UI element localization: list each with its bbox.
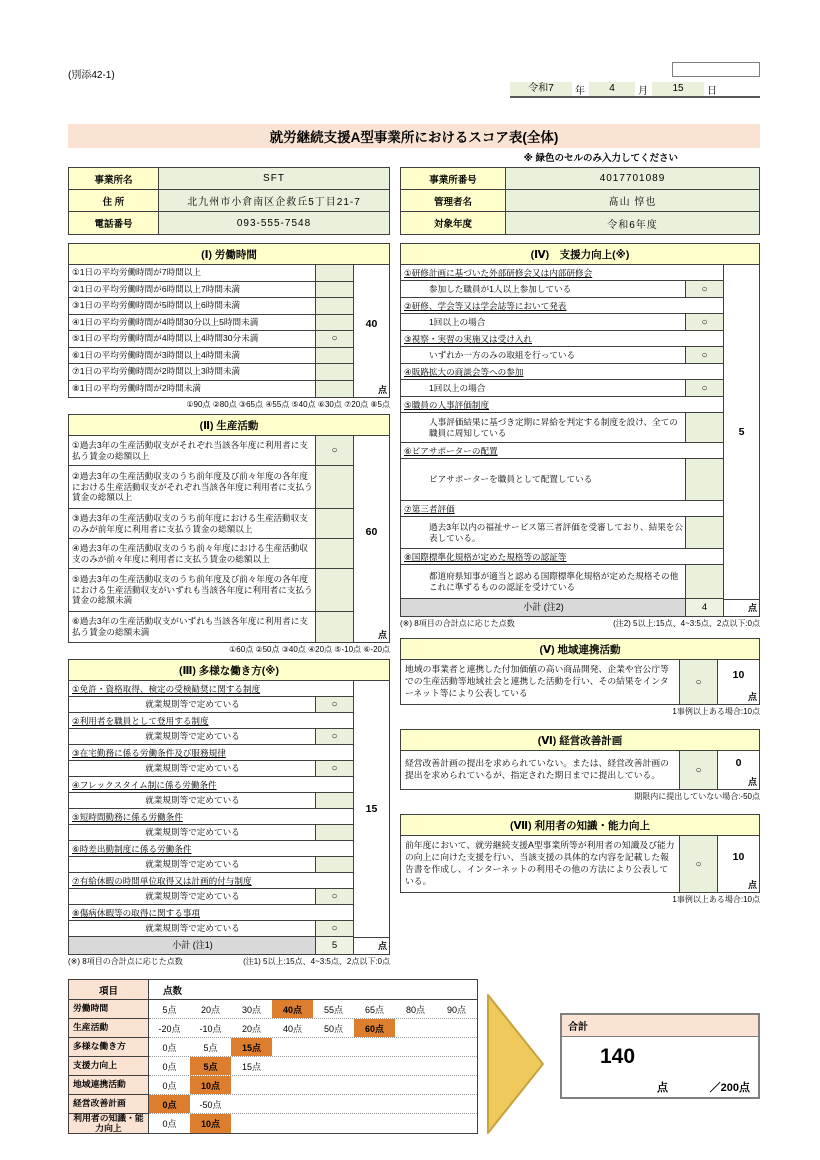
section-footnote: 1事例以上ある場合:10点 [672,707,760,716]
info-row [401,212,759,234]
summary-row-label: 労働時間 [69,1000,149,1019]
check-cell[interactable] [315,265,353,281]
check-cell[interactable] [315,793,353,808]
criteria-text: ⑦1日の平均労働時間が2時間以上3時間未満 [72,366,241,377]
criteria-heading [69,777,353,793]
section-title: (Ⅰ) 労働時間 [69,244,389,265]
summary-col-header: 項目 [69,980,149,999]
score-unit: 点 [747,777,757,787]
check-cell[interactable] [685,565,723,598]
criteria-heading [69,905,353,921]
criteria-heading-text: ①研修計画に基づいた外部研修会又は内部研修会 [404,268,593,278]
summary-cell: 5点 [203,1042,218,1053]
summary-cell: 90点 [446,1004,466,1015]
check-cell[interactable]: ○ [679,836,717,892]
score-unit: 点 [724,599,759,616]
info-value-cell[interactable]: 093-555-7548 [159,212,389,234]
summary-cell: -50点 [199,1099,222,1110]
section-score: 60 [365,526,378,538]
criteria-row [69,436,353,466]
subtotal-label: 小計 (注1) [69,937,315,954]
total-box [560,1013,760,1099]
summary-cell-selected: 15点 [231,1038,272,1056]
section-score: 15 [365,803,378,815]
check-cell[interactable]: ○ [685,314,723,330]
criteria-sub-text: 就業規則等で定めている [145,763,240,774]
criteria-heading-text: ⑦有給休暇の時間単位取得又は計画的付与制度 [72,876,252,886]
summary-row [69,1114,477,1133]
criteria-text: ④過去3年の生産活動収支のうち前々年度における生産活動収支のみが前々年度に利用者に支払う賃金の総額以上 [72,542,308,564]
page-title: 就労継続支援A型事業所におけるスコア表(全体) [68,124,760,148]
section-diverse-work [68,659,390,967]
check-cell[interactable] [315,569,353,611]
criteria-sub-text: 就業規則等で定めている [145,827,240,838]
section-score: 5 [738,426,745,438]
criteria-row [401,565,723,599]
date-day-label: 日 [707,85,717,97]
criteria-row [69,315,353,332]
criteria-sub-text: 都道府県知事が適当と認める国際標準化規格が定めた規格その他これに準ずるものの認証を受けている [429,570,679,592]
section-footnote: 期限内に提出していない場合:-50点 [634,792,760,801]
check-cell[interactable] [315,509,353,538]
input-note: ※ 緑色のセルのみ入力してください [523,153,678,164]
check-cell[interactable]: ○ [315,697,353,712]
section-title: (Ⅴ) 地域連携活動 [401,639,759,660]
summary-row [69,1000,477,1019]
criteria-row [401,281,723,298]
criteria-row [69,825,353,841]
criteria-heading [69,873,353,889]
criteria-heading-text: ⑧傷病休暇等の取得に関する事項 [72,908,201,918]
criteria-text: ①1日の平均労働時間が7時間以上 [72,267,201,278]
criteria-row [401,314,723,331]
check-cell[interactable] [315,364,353,380]
subtotal-label: 小計 (注2) [401,599,685,616]
subtotal-row [401,599,723,616]
arrow-right-icon [486,993,546,1140]
criteria-heading [69,841,353,857]
criteria-sub-text: 就業規則等で定めている [145,923,240,934]
criteria-row [69,539,353,569]
criteria-row [69,569,353,612]
total-label: 合計 [562,1015,758,1037]
criteria-text: 経営改善計画の提出を求められていない。または、経営改善計画の提出を求められているが、指定された期日までに提出している。 [405,758,669,780]
summary-cell: 0点 [162,1042,177,1053]
criteria-sub-text: 1回以上の場合 [429,316,486,327]
criteria-heading-text: ⑧国際標準化規格が定めた規格等の認証等 [404,552,567,562]
criteria-heading-text: ①免許・資格取得、検定の受検勧奨に関する制度 [72,684,261,694]
check-cell[interactable] [315,282,353,298]
date-era-cell[interactable]: 令和7 [510,82,572,96]
criteria-row [69,282,353,299]
section-footnote: 1事例以上ある場合:10点 [672,895,760,904]
score-column [353,681,389,954]
criteria-sub-text: 就業規則等で定めている [145,731,240,742]
criteria-text: ③1日の平均労働時間が5時間以上6時間未満 [72,300,241,311]
criteria-sub-text: 1回以上の場合 [429,382,486,393]
criteria-text: ⑧1日の平均労働時間が2時間未満 [72,383,201,394]
summary-val-header: 点数 [163,985,183,997]
section-work-hours [68,243,390,410]
criteria-heading [401,549,723,565]
criteria-row [69,697,353,713]
score-unit: 点 [747,692,757,702]
summary-cell: 15点 [241,1061,261,1072]
score-unit: 点 [354,937,389,954]
footnote-right: (注1) 5以上:15点、4~3:5点、2点以下:0点 [243,957,390,966]
criteria-heading-text: ③視察・実習の実施又は受け入れ [404,334,533,344]
info-row [69,190,389,212]
score-column [353,436,389,642]
criteria-text: ⑥1日の平均労働時間が3時間以上4時間未満 [72,349,241,360]
criteria-row [401,380,723,397]
criteria-sub-text: 就業規則等で定めている [145,699,240,710]
summary-row [69,1038,477,1057]
criteria-heading-text: ⑤職員の人事評価制度 [404,400,490,410]
criteria-heading [69,745,353,761]
section-footnote [400,618,760,629]
summary-cell-selected: 60点 [354,1019,395,1037]
office-info-left [68,167,390,235]
section-title: (Ⅲ) 多様な働き方(※) [69,660,389,681]
footnote-left: (※) 8項目の合計点に応じた点数 [400,619,515,628]
section-title: (Ⅳ) 支援力向上(※) [401,244,759,265]
info-label: 事業所番号 [401,168,506,189]
footnote-left: (※) 8項目の合計点に応じた点数 [68,957,183,966]
criteria-text: ②1日の平均労働時間が6時間以上7時間未満 [72,283,241,294]
score-column [717,660,759,704]
criteria-heading-text: ②研修、学会等又は学会誌等において発表 [404,301,567,311]
criteria-heading-text: ②利用者を職員として登用する制度 [72,716,209,726]
info-row [401,168,759,190]
criteria-row [69,298,353,315]
info-value-cell[interactable]: 髙山 惇也 [506,190,759,211]
criteria-row [69,381,353,398]
criteria-row [69,612,353,642]
check-cell[interactable]: ○ [679,660,717,704]
criteria-heading-text: ④フレックスタイム制に係る労働条件 [72,780,217,790]
section-production [68,414,390,655]
check-cell[interactable] [315,857,353,872]
check-cell[interactable] [685,459,723,500]
summary-row [69,1095,477,1114]
criteria-text: 地域の事業者と連携した付加価値の高い商品開発、企業や官公庁等での生産活動等地域社会と連携した活動を行い、その結果をインターネット等により公表している [405,664,669,698]
total-max: ／200点 [709,1082,750,1094]
score-sheet [68,60,760,1140]
criteria-row [69,331,353,348]
total-value: 140 [600,1045,636,1068]
criteria-sub-text: 過去3年以内の福祉サービス第三者評価を受審しており、結果を公表している。 [429,521,683,543]
check-cell[interactable]: ○ [315,436,353,465]
criteria-heading [69,713,353,729]
summary-cell: 0点 [162,1119,177,1130]
info-label: 住 所 [69,190,159,211]
office-info [68,167,760,235]
check-cell[interactable] [315,348,353,364]
criteria-sub-text: ピアサポーターを職員として配置している [429,474,593,485]
section-management-plan [400,729,760,802]
section-title: (Ⅵ) 経営改善計画 [401,730,759,751]
criteria-row [69,348,353,365]
subtotal-value: 4 [685,599,723,616]
summary-row-label: 多様な働き方 [69,1038,149,1057]
check-cell[interactable]: ○ [315,761,353,776]
info-label: 対象年度 [401,212,506,234]
summary-cell: 0点 [162,1080,177,1091]
summary-cell: -10点 [199,1023,222,1034]
summary-cell-selected: 5点 [190,1057,231,1075]
criteria-heading [401,331,723,347]
criteria-row [401,459,723,501]
criteria-heading [401,501,723,517]
criteria-row [69,793,353,809]
criteria-row [69,364,353,381]
check-cell[interactable]: ○ [315,889,353,904]
info-value-cell[interactable]: 4017701089 [506,168,759,189]
summary-cell: 65点 [364,1004,384,1015]
criteria-text: ⑥過去3年の生産活動収支がいずれも当該各年度に利用者に支払う賃金の総額未満 [72,616,308,637]
criteria-heading [401,397,723,413]
date-month-label: 月 [638,85,648,97]
summary-cell: -20点 [158,1023,181,1034]
summary-cell: 55点 [323,1004,343,1015]
criteria-sub-text: 人事評価結果に基づき定期に昇給を判定する制度を設け、全ての職員に周知している [429,416,678,438]
section-table [400,243,760,617]
check-cell[interactable]: ○ [315,331,353,347]
criteria-heading-text: ③在宅勤務に係る労働条件及び服務規律 [72,748,226,758]
score-unit: 点 [747,880,757,890]
criteria-sub-text: いずれか一方のみの取組を行っている [429,349,576,360]
summary-cell: 0点 [162,1061,177,1072]
check-cell[interactable] [315,825,353,840]
section-community [400,638,760,717]
score-column [717,836,759,892]
section-table [68,243,390,398]
summary-cell: 20点 [241,1023,261,1034]
section-footnote [68,956,390,967]
info-value-cell[interactable]: 令和6年度 [506,212,759,234]
criteria-heading [69,681,353,697]
info-value-cell[interactable]: 北九州市小倉南区企救丘5丁目21-7 [159,190,389,211]
summary-header-row [69,980,477,1000]
criteria-heading-text: ⑤短時間勤務に係る労働条件 [72,812,183,822]
check-cell[interactable] [685,413,723,442]
info-row [69,212,389,234]
section-score: 0 [735,757,742,769]
criteria-text: 前年度において、就労継続支援A型事業所等が利用者の知識及び能力の向上に向けた支援を行い、当該支援の具体的な内容を記載した報告書を作成し、インターネットの利用その他の方法により公表している。 [405,840,675,886]
criteria-text: ⑤過去3年の生産活動収支のうち前年度及び前々年度の各年度における生産活動収支がいずれも当該各年度に利用者に支払う賃金の総額未満 [72,573,313,606]
criteria-heading [401,265,723,281]
score-column [723,265,759,616]
check-cell[interactable]: ○ [315,921,353,936]
date-day-cell[interactable]: 15 [652,82,704,96]
section-footnote: ①60点 ②50点 ③40点 ④20点 ⑤-10点 ⑥-20点 [229,645,390,654]
summary-cell: 5点 [162,1004,177,1015]
check-cell[interactable] [315,612,353,642]
subtotal-value: 5 [315,937,353,954]
section-table [400,638,760,705]
summary-cell: 30点 [241,1004,261,1015]
score-unit: 点 [377,385,387,395]
criteria-row [69,729,353,745]
criteria-heading [401,298,723,314]
criteria-row [401,413,723,443]
summary-row [69,1019,477,1038]
criteria-heading-text: ⑦第三者評価 [404,504,455,514]
summary-cell-selected: 40点 [272,1000,313,1018]
check-cell[interactable] [685,517,723,548]
criteria-text: ①過去3年の生産活動収支がそれぞれ当該各年度に利用者に支払う賃金の総額以上 [72,439,308,461]
info-row [401,190,759,212]
summary-band [68,979,760,1140]
criteria-text: ④1日の平均労働時間が4時間30分以上5時間未満 [72,316,259,327]
section-table [68,659,390,955]
score-column [717,751,759,789]
score-unit: 点 [377,630,387,640]
date-month-cell[interactable]: 4 [589,82,635,96]
section-table [400,814,760,893]
check-cell[interactable]: ○ [679,751,717,789]
criteria-sub-text: 就業規則等で定めている [145,859,240,870]
criteria-row [69,265,353,282]
criteria-heading-text: ⑥ピアサポーターの配置 [404,446,498,456]
summary-row-label: 地域連携活動 [69,1076,149,1095]
section-table [68,414,390,643]
subtotal-row [69,937,353,954]
criteria-row [69,889,353,905]
date-year-label: 年 [575,85,585,97]
office-info-right [400,167,760,235]
check-cell[interactable] [315,381,353,398]
info-value-cell[interactable]: SFT [159,168,389,189]
check-cell[interactable]: ○ [315,729,353,744]
summary-cell-selected: 10点 [190,1076,231,1094]
summary-row-label: 利用者の知識・能力向上 [69,1114,149,1133]
summary-cell: 80点 [405,1004,425,1015]
criteria-row [69,509,353,539]
check-cell[interactable]: ○ [685,380,723,396]
section-title: (Ⅱ) 生産活動 [69,415,389,436]
check-cell[interactable] [315,466,353,508]
criteria-text: ⑤1日の平均労働時間が4時間以上4時間30分未満 [72,333,259,344]
check-cell[interactable]: ○ [685,281,723,297]
criteria-heading-text: ⑥時差出勤制度に係る労働条件 [72,844,192,854]
section-score: 40 [365,318,378,330]
summary-row-label: 経営改善計画 [69,1095,149,1114]
summary-cell: 40点 [282,1023,302,1034]
criteria-heading-text: ④販路拡大の商談会等への参加 [404,367,524,377]
score-summary-table [68,979,478,1134]
info-row [69,168,389,190]
criteria-heading [401,364,723,380]
criteria-text: ②過去3年の生産活動収支のうち前年度及び前々年度の各年度における生産活動収支がそれぞれ当該各年度に利用者に支払う賃金の総額以上 [72,470,313,503]
check-cell[interactable] [315,315,353,331]
info-label: 電話番号 [69,212,159,234]
check-cell[interactable]: ○ [685,347,723,363]
doc-ref: (別添42-1) [68,70,115,81]
criteria-heading [69,809,353,825]
section-score: 10 [732,669,745,681]
criteria-heading [401,443,723,459]
info-label: 管理者名 [401,190,506,211]
date-row [510,82,760,98]
criteria-row [69,857,353,873]
criteria-row [69,466,353,509]
section-footnote: ①90点 ②80点 ③65点 ④55点 ⑤40点 ⑥30点 ⑦20点 ⑧5点 [186,400,390,409]
criteria-row [69,921,353,937]
criteria-row [69,761,353,777]
check-cell[interactable] [315,298,353,314]
section-support-improvement [400,243,760,629]
criteria-row [401,347,723,364]
total-unit: 点 [657,1082,668,1094]
summary-row [69,1057,477,1076]
footnote-right: (注2) 5以上:15点、4~3:5点、2点以下:0点 [613,619,760,628]
summary-cell: 50点 [323,1023,343,1034]
criteria-sub-text: 参加した職員が1人以上参加している [429,283,572,294]
summary-cell: 20点 [200,1004,220,1015]
summary-cell-selected: 0点 [149,1095,190,1113]
check-cell[interactable] [315,539,353,568]
section-user-knowledge [400,814,760,905]
summary-row [69,1076,477,1095]
section-score: 10 [732,851,745,863]
summary-row-label: 支援力向上 [69,1057,149,1076]
blank-entry-box[interactable] [672,62,760,77]
criteria-row [401,517,723,549]
score-column [353,265,389,397]
section-title: (Ⅶ) 利用者の知識・能力向上 [401,815,759,836]
criteria-sub-text: 就業規則等で定めている [145,795,240,806]
criteria-sub-text: 就業規則等で定めている [145,891,240,902]
info-label: 事業所名 [69,168,159,189]
section-table [400,729,760,790]
criteria-text: ③過去3年の生産活動収支のうち前年度における生産活動収支のみが前年度に利用者に支払う賃金の総額以上 [72,512,308,534]
summary-cell-selected: 10点 [190,1114,231,1133]
summary-row-label: 生産活動 [69,1019,149,1038]
